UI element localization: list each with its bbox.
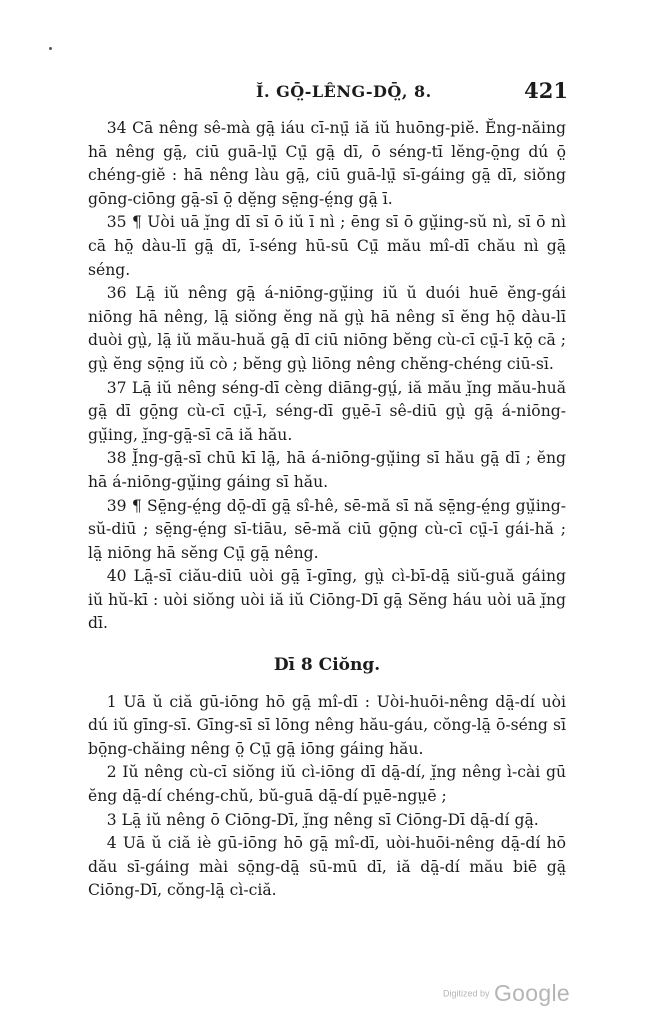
verse-40: 40 Lā̤-sī ciău-diū uòi gā̤ ī-gīng, gṳ̀ cì-bī-dā̤ siŭ-guă gáing iŭ hŭ-kī : uòi siŏng uòi iă iŭ Ciōng-Dī gā̤ Sĕng háu uòi uā ĭ̤ng dī.	[88, 567, 566, 633]
digitized-by-google-watermark	[443, 980, 570, 1007]
verse-38: 38 Ĭ̤ng-gā̤-sī chū kī lā̤, hā á-niōng-gṳ̆ing sī hău gā̤ dī ; ĕng hā á-niōng-gṳ̆ing gáing sī hău.	[88, 449, 566, 491]
verse-39: 39 ¶ Sē̤ng-é̤ng dō̤-dī gā̤ sî-hê, sē-mă sī nă sē̤ng-é̤ng gṳ̆ing-sŭ-diū ; sē̤ng-é̤ng sī-tiāu, sē-mă ciū gō̤ng cù-cī cṳ̄-ī gái-hă ; lā̤ niōng hā sĕng Cṳ̄ gā̤ nêng.	[88, 496, 566, 562]
verse-37: 37 Lā̤ iŭ nêng séng-dī cèng diāng-gṳ́, iă mău ĭ̤ng mău-huă gā̤ dī gō̤ng cù-cī cṳ̄-ī, séng-dī gṳē-ī sê-diū gṳ̀ gā̤ á-niōng-gṳ̆ing, ĭ̤ng-gā̤-sī cā iă hău.	[88, 378, 566, 444]
ink-speck	[49, 47, 52, 50]
google-logo-text: Google	[493, 980, 570, 1006]
verse-2: 2 Iŭ nêng cù-cī siŏng iŭ cì-iōng dī dā̤-dí, ĭ̤ng nêng ì-cài gū ĕng dā̤-dí chéng-chŭ, bŭ-guā dā̤-dí pṳē-ngṳē ;	[88, 763, 566, 806]
verse-34: 34 Cā nêng sê-mà gā̤ iáu cī-nṳ̄ iă iŭ huōng-piĕ. Ĕng-năing hā nêng gā̤, ciū guā-lṳ̄ Cṳ̄ gā̤ dī, ō séng-tī lĕng-ō̤ng dú ō̤ chéng-giĕ : hā nêng làu gā̤, ciū guā-lṳ̄ sī-gáing gā̤ dī, siŏng gōng-ciōng gā̤-sī ō̤ dĕ̤ng sē̤ng-é̤ng gā̤ ī.	[88, 119, 566, 208]
page-number: 421	[524, 78, 568, 103]
verse-36: 36 Lā̤ iŭ nêng gā̤ á-niōng-gṳ̆ing iŭ ŭ duói huē ĕng-gái niōng hā nêng, lā̤ siŏng ĕng nă gṳ̀ hā nêng sī ĕng hō̤ dàu-lī duòi gṳ̀, lā̤ iŭ mău-huă gā̤ dī ciū niōng bĕng cù-cī cṳ̄-ī kō̤ cā ; gṳ̀ ĕng sō̤ng iŭ cò ; bĕng gṳ̀ liōng nêng chĕng-chéng ciū-sī.	[88, 284, 566, 373]
page-body	[88, 117, 566, 903]
verse-3: 3 Lā̤ iŭ nêng ō Ciōng-Dī, ĭ̤ng nêng sī Ciōng-Dī dā̤-dí gā̤.	[106, 810, 539, 829]
verse-1: 1 Uā ŭ ciă gū-iōng hō gā̤ mî-dī : Uòi-huōi-nêng dā̤-dí uòi dú iŭ gīng-sī. Gīng-sī sī lōng nêng hău-gáu, cŏng-lā̤ ō-séng sī bō̤ng-chăing nêng ō̤ Cṳ̄ gā̤ iōng gáing hău.	[88, 692, 566, 758]
running-title: Ĭ. GŌ̤-LÊNG-DŌ̤, 8.	[256, 82, 432, 101]
page-header	[88, 80, 576, 106]
verse-4: 4 Uā ŭ ciă iè gū-iōng hō gā̤ mî-dī, uòi-huōi-nêng dā̤-dí hō dău sī-gáing mài sō̤ng-dā̤ sū-mū dī, iă dā̤-dí mău biē gā̤ Ciōng-Dī, cŏng-lā̤ cì-ciă.	[88, 834, 566, 900]
verse-35: 35 ¶ Uòi uā ĭ̤ng dī sī ō iŭ ī nì ; ēng sī ō gṳ̆ing-sŭ nì, sī ō nì cā hō̤ dàu-lī gā̤ dī, ī-séng hū-sū Cṳ̄ mău mî-dī chău nì gā̤ séng.	[88, 213, 566, 279]
digitized-by-text: Digitized by	[443, 988, 490, 999]
chapter-title: Dī 8 Ciŏng.	[273, 655, 381, 676]
